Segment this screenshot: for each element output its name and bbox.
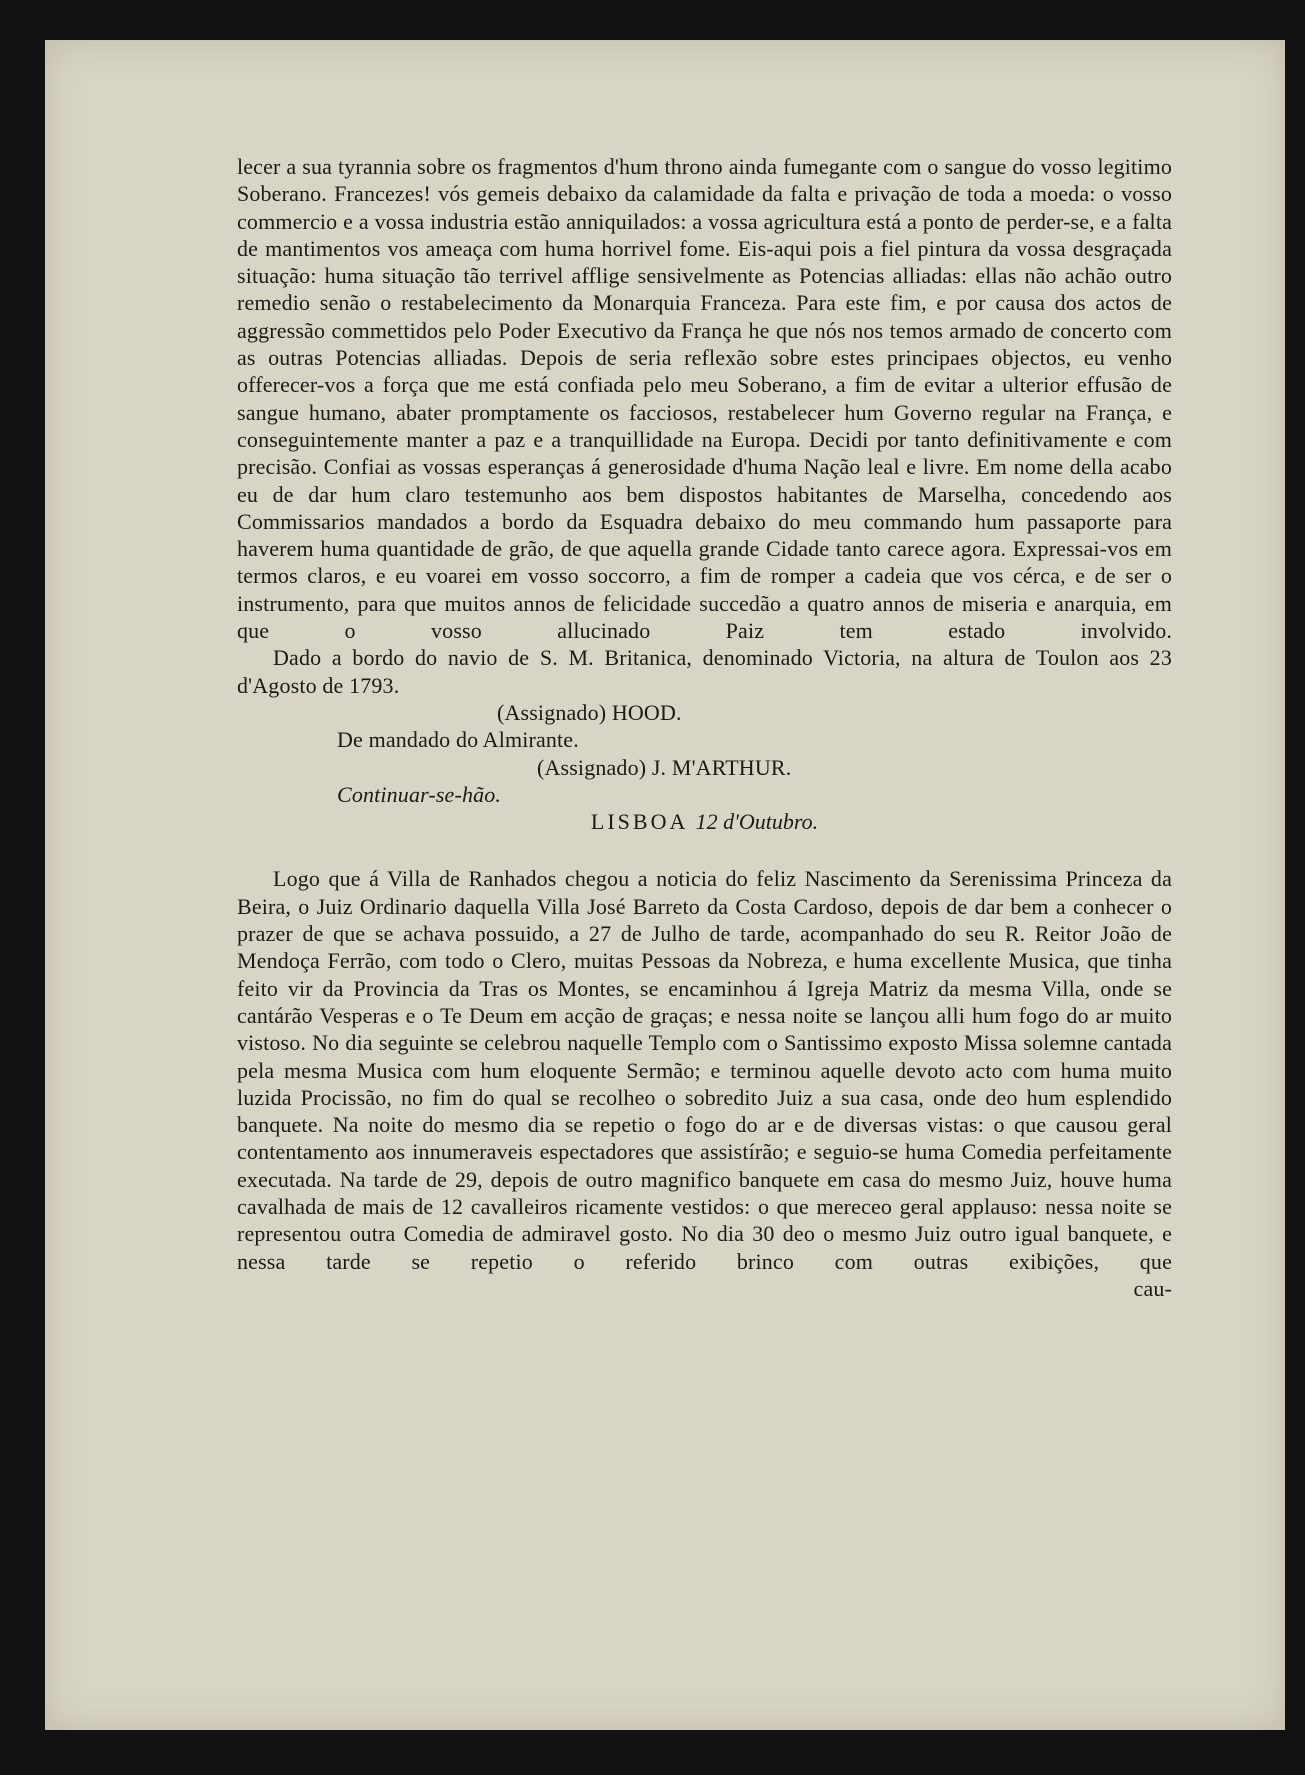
news-paragraph: Logo que á Villa de Ranhados chegou a noticia do feliz Nascimento da Serenissima Princeza da Beira, o Juiz Ordinario daquella Villa José Barreto da Costa Cardoso, depois de dar bem a conhecer o prazer de que se achava possuido, a 27 de Julho de tarde, acompanhado do seu R. Reitor João de Mendoça Ferrão, com todo o Clero, muitas Pessoas da Nobreza, e huma excellente Musica, que tinha feito vir da Provincia da Tras os Montes, se encaminhou á Igreja Matriz da mesma Villa, onde se cantárão Vesperas e o Te Deum em acção de graças; e nessa noite se lançou alli hum fogo do ar muito vistoso. No dia seguinte se celebrou naquelle Templo com o Santissimo exposto Missa solemne cantada pela mesma Musica com hum eloquente Sermão; e terminou aquelle devoto acto com huma muito luzida Procissão, no fim do qual se recolheo o sobredito Juiz a sua casa, onde deo hum esplendido banquete. Na noite do mesmo dia se repetio o fogo do ar e de diversas vistas: o que causou geral contentamento aos innumeraveis espectadores que assistírão; e seguio-se huma Comedia perfeitamente executada. Na tarde de 29, depois de outro magnifico banquete em casa do mesmo Juiz, houve huma cavalhada de mais de 12 cavalleiros ricamente vestidos: o que mereceo geral applauso: nessa noite se representou outra Comedia de admiravel gosto. No dia 30 deo o mesmo Juiz outro igual banquete, e nessa tarde se repetio o referido brinco com outras exibições, que [237, 866, 1172, 1274]
section-heading-date: 12 d'Outubro. [695, 809, 819, 835]
signature-marthur: (Assignado) J. M'ARTHUR. [537, 754, 792, 780]
continuation-note: Continuar-se-hão. [337, 781, 502, 807]
catchword: cau- [1133, 1275, 1172, 1301]
text-column [237, 153, 1172, 1302]
proclamation-paragraph: lecer a sua tyrannia sobre os fragmentos d'hum throno ainda fumegante com o sangue do vosso legitimo Soberano. Francezes! vós gemeis debaixo da calamidade da falta e privação de toda a moeda: o vosso commercio e a vossa industria estão anniquilados: a vossa agricultura está a ponto de perder-se, e a falta de mantimentos vos ameaça com huma horrivel fome. Eis-aqui pois a fiel pintura da vossa desgraçada situação: huma situação tão terrivel afflige sensivelmente as Potencias alliadas: ellas não achão outro remedio senão o restabelecimento da Monarquia Franceza. Para este fim, e por causa dos actos de aggressão commettidos pelo Poder Executivo da França he que nós nos temos armado de concerto com as outras Potencias alliadas. Depois de seria reflexão sobre estes principaes objectos, eu venho offerecer-vos a força que me está confiada pelo meu Soberano, a fim de evitar a ulterior effusão de sangue humano, abater promptamente os facciosos, restabelecer hum Governo regular na França, e conseguintemente manter a paz e a tranquillidade na Europa. Decidi por tanto definitivamente e com precisão. Confiai as vossas esperanças á generosidade d'huma Nação leal e livre. Em nome della acabo eu de dar hum claro testemunho aos bem dispostos habitantes de Marselha, concedendo aos Commissarios mandados a bordo da Esquadra debaixo do meu commando hum passaporte para haverem huma quantidade de grão, de que aquella grande Cidade tanto carece agora. Expressai-vos em termos claros, e eu voarei em vosso soccorro, a fim de romper a cadeia que vos cérca, e de ser o instrumento, para que muitos annos de felicidade succedão a quatro annos de miseria e anarquia, em que o vosso allucinado Paiz tem estado involvido. [237, 154, 1172, 644]
section-heading-city: LISBOA [590, 809, 688, 835]
paper-page [45, 40, 1285, 1730]
mandate-line: De mandado do Almirante. [337, 727, 579, 753]
signature-hood: (Assignado) HOOD. [497, 699, 682, 725]
dated-line: Dado a bordo do navio de S. M. Britanica, denominado Victoria, na altura de Toulon aos 23 d'Agosto de 1793. [237, 645, 1172, 698]
section-gap [237, 835, 1172, 865]
section-heading [237, 808, 1172, 835]
